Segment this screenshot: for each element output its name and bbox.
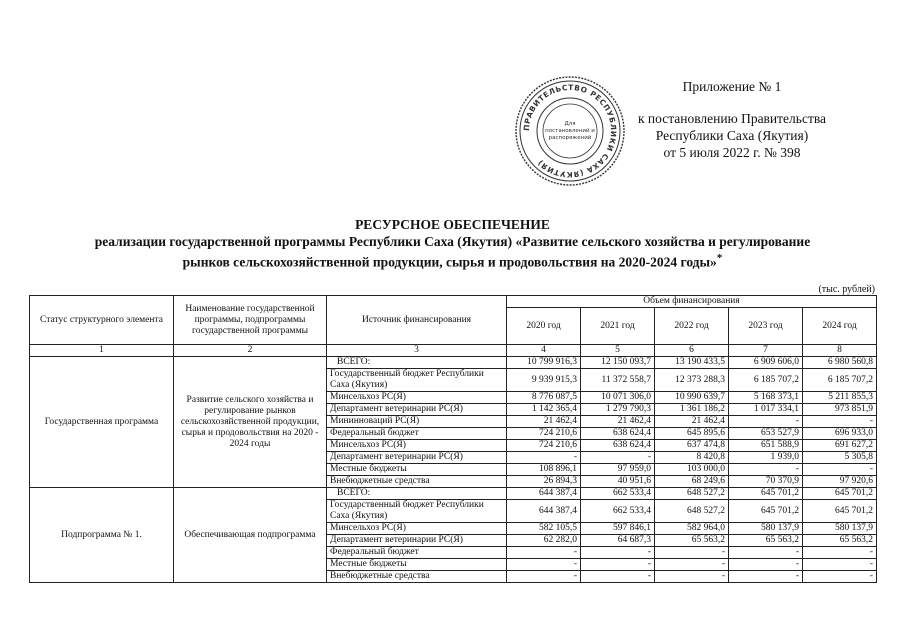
row-value-2020: - bbox=[507, 559, 581, 571]
row-source: Федеральный бюджет bbox=[327, 547, 507, 559]
row-value-2022: 68 249,6 bbox=[655, 476, 729, 488]
column-number-row bbox=[30, 345, 877, 357]
table-body bbox=[30, 296, 877, 583]
row-value-2024: 6 185 707,2 bbox=[803, 369, 877, 392]
row-source: Местные бюджеты bbox=[327, 464, 507, 476]
row-value-2021: 11 372 558,7 bbox=[581, 369, 655, 392]
row-value-2022: 12 373 288,3 bbox=[655, 369, 729, 392]
row-source: Минсельхоз РС(Я) bbox=[327, 523, 507, 535]
seal-center-line1: Для bbox=[564, 121, 576, 127]
row-value-2021: 64 687,3 bbox=[581, 535, 655, 547]
row-value-2024: 5 305,8 bbox=[803, 452, 877, 464]
row-value-2024: 6 980 560,8 bbox=[803, 357, 877, 369]
row-value-2023: 651 588,9 bbox=[729, 440, 803, 452]
row-value-2022: 582 964,0 bbox=[655, 523, 729, 535]
row-value-2021: 12 150 093,7 bbox=[581, 357, 655, 369]
title-line2: реализации государственной программы Республики Саха (Якутия) «Развитие сельского хозяйства и регулирование bbox=[94, 234, 811, 249]
header-year-2020: 2020 год bbox=[507, 308, 581, 345]
financing-table bbox=[29, 295, 877, 583]
official-seal bbox=[514, 75, 626, 187]
row-value-2020: 8 776 087,5 bbox=[507, 392, 581, 404]
row-value-2020: 1 142 365,4 bbox=[507, 404, 581, 416]
seal-center-line2: постановлений и bbox=[545, 128, 595, 134]
row-value-2021: 97 959,0 bbox=[581, 464, 655, 476]
row-value-2022: 65 563,2 bbox=[655, 535, 729, 547]
row-value-2024: 973 851,9 bbox=[803, 404, 877, 416]
header-year-2022: 2022 год bbox=[655, 308, 729, 345]
header-name: Наименование государственной программы, подпрограммы государственной программы bbox=[174, 296, 327, 345]
row-value-2022: 8 420,8 bbox=[655, 452, 729, 464]
row-source: Мининноваций РС(Я) bbox=[327, 416, 507, 428]
row-value-2023: 65 563,2 bbox=[729, 535, 803, 547]
row-value-2024: 5 211 855,3 bbox=[803, 392, 877, 404]
row-value-2024: - bbox=[803, 416, 877, 428]
col-number: 2 bbox=[174, 345, 327, 357]
row-source: ВСЕГО: bbox=[327, 488, 507, 500]
row-value-2022: 103 000,0 bbox=[655, 464, 729, 476]
row-value-2021: 662 533,4 bbox=[581, 488, 655, 500]
col-number: 1 bbox=[30, 345, 174, 357]
col-number: 7 bbox=[729, 345, 803, 357]
row-value-2023: - bbox=[729, 571, 803, 583]
row-value-2024: 97 920,6 bbox=[803, 476, 877, 488]
row-value-2020: 108 896,1 bbox=[507, 464, 581, 476]
seal-center-line3: распоряжений bbox=[548, 135, 592, 141]
row-source: Минсельхоз РС(Я) bbox=[327, 392, 507, 404]
row-value-2020: 644 387,4 bbox=[507, 500, 581, 523]
row-value-2023: 1 017 334,1 bbox=[729, 404, 803, 416]
row-value-2022: 645 895,6 bbox=[655, 428, 729, 440]
appendix-block bbox=[612, 78, 852, 161]
row-status: Государственная программа bbox=[30, 357, 174, 488]
header-status: Статус структурного элемента bbox=[30, 296, 174, 345]
row-value-2024: 65 563,2 bbox=[803, 535, 877, 547]
row-value-2020: - bbox=[507, 547, 581, 559]
row-value-2020: 724 210,6 bbox=[507, 440, 581, 452]
row-value-2020: 644 387,4 bbox=[507, 488, 581, 500]
row-value-2024: - bbox=[803, 559, 877, 571]
header-source: Источник финансирования bbox=[327, 296, 507, 345]
seal-ring-text: ПРАВИТЕЛЬСТВО РЕСПУБЛИКИ САХА (ЯКУТИЯ) bbox=[521, 82, 619, 180]
row-program-name: Развитие сельского хозяйства и регулирование рынков сельскохозяйственной продукции, сырья и продовольствия на 2020 - 2024 годы bbox=[174, 357, 327, 488]
header-year-2021: 2021 год bbox=[581, 308, 655, 345]
row-source: Внебюджетные средства bbox=[327, 571, 507, 583]
row-value-2024: 691 627,2 bbox=[803, 440, 877, 452]
row-value-2021: 1 279 790,3 bbox=[581, 404, 655, 416]
row-value-2020: 21 462,4 bbox=[507, 416, 581, 428]
row-source: ВСЕГО: bbox=[327, 357, 507, 369]
row-value-2023: 70 370,9 bbox=[729, 476, 803, 488]
col-number: 3 bbox=[327, 345, 507, 357]
col-number: 6 bbox=[655, 345, 729, 357]
row-value-2023: 645 701,2 bbox=[729, 488, 803, 500]
appendix-date-line: от 5 июля 2022 г. № 398 bbox=[663, 145, 801, 160]
row-value-2023: - bbox=[729, 547, 803, 559]
row-value-2024: 645 701,2 bbox=[803, 500, 877, 523]
row-source: Департамент ветеринарии РС(Я) bbox=[327, 535, 507, 547]
appendix-decree-line: к постановлению Правительства bbox=[637, 111, 827, 126]
header-volume: Объем финансирования bbox=[507, 296, 877, 308]
row-source: Федеральный бюджет bbox=[327, 428, 507, 440]
row-program-name: Обеспечивающая подпрограмма bbox=[174, 488, 327, 583]
table-row bbox=[30, 357, 877, 369]
row-value-2021: 638 624,4 bbox=[581, 440, 655, 452]
row-value-2023: - bbox=[729, 559, 803, 571]
row-source: Департамент ветеринарии РС(Я) bbox=[327, 452, 507, 464]
table-row bbox=[30, 488, 877, 500]
row-source: Минсельхоз РС(Я) bbox=[327, 440, 507, 452]
title-line3 bbox=[20, 250, 885, 271]
row-value-2020: 582 105,5 bbox=[507, 523, 581, 535]
row-value-2021: - bbox=[581, 452, 655, 464]
row-source: Государственный бюджет Республики Саха (Якутия) bbox=[327, 500, 507, 523]
row-value-2021: - bbox=[581, 559, 655, 571]
header-row-1 bbox=[30, 296, 877, 308]
row-value-2020: - bbox=[507, 571, 581, 583]
row-value-2021: 21 462,4 bbox=[581, 416, 655, 428]
row-value-2021: 40 951,6 bbox=[581, 476, 655, 488]
row-value-2022: 1 361 186,2 bbox=[655, 404, 729, 416]
row-value-2021: 10 071 306,0 bbox=[581, 392, 655, 404]
appendix-republic-line: Республики Саха (Якутия) bbox=[655, 128, 809, 143]
row-value-2022: 13 190 433,5 bbox=[655, 357, 729, 369]
row-value-2023: 645 701,2 bbox=[729, 500, 803, 523]
row-value-2022: - bbox=[655, 571, 729, 583]
row-source: Государственный бюджет Республики Саха (Якутия) bbox=[327, 369, 507, 392]
row-value-2023: - bbox=[729, 416, 803, 428]
row-value-2023: 1 939,0 bbox=[729, 452, 803, 464]
title-line1: РЕСУРСНОЕ ОБЕСПЕЧЕНИЕ bbox=[355, 217, 550, 232]
row-value-2021: - bbox=[581, 547, 655, 559]
row-value-2023: 6 909 606,0 bbox=[729, 357, 803, 369]
row-value-2020: - bbox=[507, 452, 581, 464]
row-value-2023: - bbox=[729, 464, 803, 476]
col-number: 8 bbox=[803, 345, 877, 357]
row-value-2022: 21 462,4 bbox=[655, 416, 729, 428]
row-value-2023: 580 137,9 bbox=[729, 523, 803, 535]
row-value-2024: 696 933,0 bbox=[803, 428, 877, 440]
row-value-2022: - bbox=[655, 559, 729, 571]
row-status: Подпрограмма № 1. bbox=[30, 488, 174, 583]
row-value-2021: 638 624,4 bbox=[581, 428, 655, 440]
row-value-2024: - bbox=[803, 547, 877, 559]
row-value-2020: 724 210,6 bbox=[507, 428, 581, 440]
row-value-2022: 648 527,2 bbox=[655, 500, 729, 523]
row-value-2021: 662 533,4 bbox=[581, 500, 655, 523]
row-value-2022: 648 527,2 bbox=[655, 488, 729, 500]
row-value-2022: 637 474,8 bbox=[655, 440, 729, 452]
row-value-2021: - bbox=[581, 571, 655, 583]
row-source: Местные бюджеты bbox=[327, 559, 507, 571]
col-number: 4 bbox=[507, 345, 581, 357]
row-value-2021: 597 846,1 bbox=[581, 523, 655, 535]
row-value-2020: 10 799 916,3 bbox=[507, 357, 581, 369]
col-number: 5 bbox=[581, 345, 655, 357]
row-source: Внебюджетные средства bbox=[327, 476, 507, 488]
row-value-2022: 10 990 639,7 bbox=[655, 392, 729, 404]
header-year-2023: 2023 год bbox=[729, 308, 803, 345]
row-value-2020: 26 894,3 bbox=[507, 476, 581, 488]
row-value-2023: 5 168 373,1 bbox=[729, 392, 803, 404]
row-value-2024: 580 137,9 bbox=[803, 523, 877, 535]
title-line3-text: рынков сельскохозяйственной продукции, сырья и продовольствия на 2020-2024 годы» bbox=[182, 254, 717, 270]
row-source: Департамент ветеринарии РС(Я) bbox=[327, 404, 507, 416]
row-value-2022: - bbox=[655, 547, 729, 559]
document-title bbox=[20, 216, 885, 271]
row-value-2024: 645 701,2 bbox=[803, 488, 877, 500]
row-value-2023: 6 185 707,2 bbox=[729, 369, 803, 392]
row-value-2023: 653 527,9 bbox=[729, 428, 803, 440]
row-value-2024: - bbox=[803, 464, 877, 476]
header-year-2024: 2024 год bbox=[803, 308, 877, 345]
row-value-2020: 62 282,0 bbox=[507, 535, 581, 547]
row-value-2024: - bbox=[803, 571, 877, 583]
units-note: (тыс. рублей) bbox=[818, 284, 875, 295]
appendix-number: Приложение № 1 bbox=[682, 79, 782, 94]
title-asterisk: * bbox=[716, 252, 723, 264]
row-value-2020: 9 939 915,3 bbox=[507, 369, 581, 392]
